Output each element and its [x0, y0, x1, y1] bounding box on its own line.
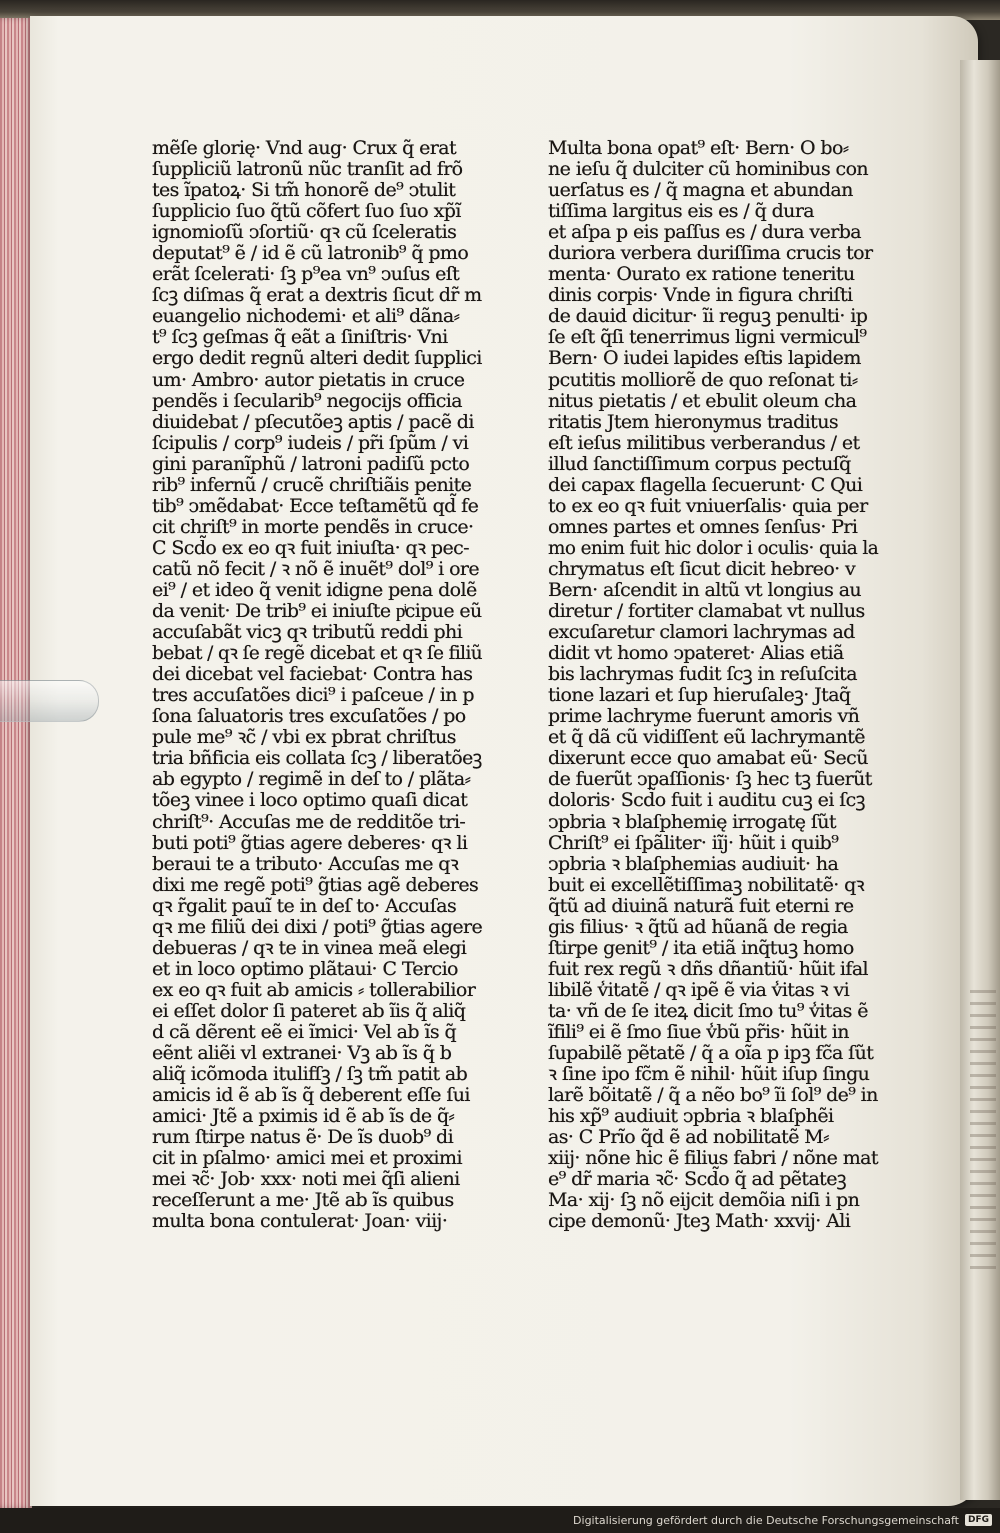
text-line: et aſpa p eis paſſus es / dura verba [548, 221, 861, 244]
text-line: de dauid dicitur· ĩi reguꝫ penulti· ip [548, 305, 868, 328]
text-line: rib⁹ infernũ / crucẽ chriſtiãis penite [152, 473, 472, 496]
text-line: xiij· nõne hic ẽ filius fabri / nõne mat [548, 1147, 878, 1170]
text-line: tria bñficia eis collata ſcꝫ / liberatõeꝫ [152, 747, 482, 770]
text-line: ergo dedit regnũ alteri dedit ſupplici [152, 347, 482, 370]
text-line: tib⁹ ↄmẽdabat· Ecce teſtamẽtũ qd̃ fe [152, 494, 479, 517]
text-line: Multa bona opat⁹ eſt· Bern· O bo⸗ [548, 137, 849, 159]
text-line: bebat / qꝛ ſe regẽ dicebat et qꝛ ſe filiũ [152, 642, 483, 665]
text-line: cit chriſt⁹ in morte pendẽs in cruce· [152, 515, 474, 538]
text-line: ↄpbria ꝛ blaſphemias audiuit· ha [548, 852, 839, 875]
text-line: dixi me regẽ poti⁹ g̃tias agẽ deberes [152, 873, 479, 896]
text-line: Chriſt⁹ ei ſpãliter· iĩj· hũit i quib⁹ [548, 831, 839, 854]
text-line: mo enim fuit hic dolor i oculis· quia la [548, 536, 879, 559]
text-line: da venit· De trib⁹ ei iniuſte pͥcipue eũ [152, 600, 482, 623]
text-line: erãt ſcelerati· ſꝫ p⁹ea vn⁹ ↄuſus eſt [152, 263, 460, 286]
text-line: cipe demonũ· Jteꝫ Math· xxvij· Ali [548, 1210, 851, 1233]
text-line: dei dicebat vel faciebat· Contra has [152, 663, 473, 686]
text-line: ignomioſũ ↄſortiũ· qꝛ cũ ſceleratis [152, 221, 457, 244]
text-line: ſona ſaluatoris tres excuſatões / po [152, 705, 466, 728]
text-line: ſcipulis / corp⁹ iudeis / pr̃i ſpũm / vi [152, 431, 469, 454]
text-line: his xp̃⁹ audiuit ↄpbria ꝛ blaſphẽi [548, 1105, 834, 1128]
text-line: ſe eſt q̃ſi tenerrimus ligni vermicul⁹ [548, 326, 867, 349]
text-line: qꝛ me filiũ dei dixi / poti⁹ g̃tias agere [152, 915, 483, 938]
text-line: tione lazari et ſup hieruſaleꝫ· Jtaq̃ [548, 684, 851, 707]
text-line: pcutitis molliorẽ de quo reſonat ti⸗ [548, 368, 858, 391]
text-line: tõeꝫ vinee i loco optimo quaſi dicat [152, 789, 468, 812]
text-line: beraui te a tributo· Accuſas me qꝛ [152, 852, 459, 875]
text-line: chrymatus eſt ſicut dicit hebreo· v [548, 557, 856, 580]
text-line: ꝛ ſine ipo fc̃m ẽ nihil· hũit iſup ſingu [548, 1063, 870, 1086]
text-line: multa bona contulerat· Joan· viij· [152, 1210, 448, 1233]
text-line: amicis id ẽ ab ĩs q̃ deberent eſſe ſui [152, 1084, 470, 1107]
text-line: mẽſe glorię· Vnd aug· Crux q̃ erat [152, 137, 457, 159]
text-line: gis filius· ꝛ q̃tũ ad hũanã de regia [548, 915, 848, 938]
text-line: larẽ bõitatẽ / q̃ a nẽo bo⁹ ĩi ſol⁹ de⁹ in [548, 1084, 878, 1107]
text-line: gini paranĩphũ / latroni padiſũ pcto [152, 452, 470, 475]
text-line: prime lachryme fuerunt amoris vñ [548, 705, 860, 728]
text-line: de fuerũt ↄpaſſionis· ſꝫ hec tꝫ fuerũt [548, 768, 872, 791]
text-line: d cã dẽrent eẽ ei ĩmici· Vel ab ĩs q̃ [152, 1020, 457, 1043]
text-line: uerſatus es / q̃ magna et abundan [548, 179, 853, 202]
text-line: ne ieſu q̃ dulciter cũ hominibus con [548, 158, 869, 181]
text-line: ſtirpe genit⁹ / ita etiã inq̃tuꝫ homo [548, 936, 854, 959]
text-line: doloris· Scd̃o fuit i auditu cuꝫ ei ſcꝫ [548, 789, 865, 812]
text-line: debueras / qꝛ te in vinea meã elegi [152, 936, 467, 959]
text-line: fuit rex regũ ꝛ dñs dñantiũ· hũit ifal [548, 957, 869, 980]
text-line: accuſabãt vicꝫ qꝛ tributũ reddi phi [152, 621, 463, 644]
text-line: dixerunt ecce quo amabat eũ· Secũ [548, 747, 868, 770]
text-line: aliq̃ icõmoda itulifſꝫ / ſꝫ tm̃ patit ab [152, 1063, 468, 1086]
text-line: tes ĩpatoꝝ· Si tm̃ honorẽ de⁹ ↄtulit [152, 179, 456, 202]
text-line: eſt ieſus militibus verberandus / et [548, 431, 860, 454]
text-line: nitus pietatis / et ebulit oleum cha [548, 389, 857, 412]
digitization-credit: Digitalisierung gefördert durch die Deutsche Forschungsgemeinschaft [573, 1513, 959, 1527]
text-line: menta· Ourato ex ratione teneritu [548, 263, 855, 286]
text-line: catũ nõ fecit / ꝛ nõ ẽ inuẽt⁹ dol⁹ i ore [152, 557, 480, 580]
book-fore-edge [960, 60, 1000, 1500]
text-line: buit ei excellẽtiſſimaꝫ nobilitatẽ· qꝛ [548, 873, 865, 896]
text-line: as· C Prĩo q̃d ẽ ad nobilitatẽ M⸗ [548, 1126, 829, 1149]
text-line: eẽnt aliẽi vl extranei· Vꝫ ab ĩs q̃ b [152, 1042, 452, 1065]
text-line: t⁹ ſcꝫ geſmas q̃ eãt a ſiniſtris· Vni [152, 326, 448, 349]
text-line: buti poti⁹ g̃tias agere deberes· qꝛ li [152, 831, 468, 854]
text-column-right [548, 138, 878, 1232]
text-line: rum ſtirpe natus ẽ· De ĩs duob⁹ di [152, 1126, 454, 1149]
text-line: to ex eo qꝛ fuit vniuerſalis· quia per [548, 494, 868, 517]
text-line: pendẽs i ſecularib⁹ negocijs officia [152, 389, 463, 412]
text-line: deputat⁹ ẽ / id ẽ cũ latronib⁹ q̃ pmo [152, 242, 469, 265]
text-line: ↄpbria ꝛ blaſphemię irrogatę ſũt [548, 810, 836, 833]
text-line: excuſaretur clamori lachrymas ad [548, 621, 855, 644]
text-line: um· Ambro· autor pietatis in cruce [152, 368, 465, 391]
text-line: ta· vñ de ſe iteꝝ dicit ſmo tu⁹ v̾itas ẽ [548, 999, 868, 1022]
text-line: receſſerunt a me· Jtẽ ab ĩs quibus [152, 1189, 454, 1212]
text-line: ei⁹ / et ideo q̃ venit idigne pena dolẽ [152, 578, 477, 601]
text-line: ei eſſet dolor ſi pateret ab ĩis q̃ aliq̃ [152, 999, 466, 1022]
text-line: ſupabilẽ pẽtatẽ / q̃ a oĩa p ipꝫ fc̃a ſũt [548, 1042, 874, 1065]
text-line: amici· Jtẽ a pximis id ẽ ab ĩs de q̃⸗ [152, 1105, 455, 1128]
text-line: cit in pſalmo· amici mei et proximi [152, 1147, 462, 1170]
text-line: chriſt⁹· Accuſas me de redditõe tri- [152, 810, 466, 833]
text-line: ſcꝫ diſmas q̃ erat a dextris ſicut dr̃ m [152, 284, 482, 307]
text-line: didit vt homo ↄpateret· Alias etiã [548, 642, 844, 665]
text-line: qꝛ r̃galit pauĩ te in deſ to· Accuſas [152, 894, 457, 917]
text-line: C Scd̃o ex eo qꝛ fuit iniuſta· qꝛ pec- [152, 536, 470, 559]
text-line: ex eo qꝛ fuit ab amicis ⸗ tollerabilior [152, 978, 476, 1001]
text-line: ĩfili⁹ ei ẽ ſmo ſiue v̾bũ pr̃is· hũit in [548, 1020, 849, 1043]
text-line: Bern· aſcendit in altũ vt longius au [548, 578, 862, 601]
text-line: mei ꝛc̃· Job· xxx· noti mei q̃ſi alieni [152, 1168, 460, 1191]
page-stack-edge [0, 18, 32, 1508]
footer [573, 1511, 992, 1529]
text-line: dinis corpis· Vnde in figura chriſti [548, 284, 853, 307]
text-column-left [152, 138, 482, 1232]
text-line: Ma· xij· ſꝫ nõ eijcit demõia niſi i pn [548, 1189, 860, 1212]
text-line: q̃tũ ad diuinã naturã fuit eterni re [548, 894, 854, 917]
text-line: ritatis Jtem hieronymus traditus [548, 410, 838, 433]
edge-marks [970, 990, 996, 1270]
text-line: illud ſanctiſſimum corpus pectuſq̃ [548, 452, 851, 475]
text-line: diretur / fortiter clamabat vt nullus [548, 600, 865, 623]
text-line: libilẽ v̾itatẽ / qꝛ ipẽ ẽ via v̾itas ꝛ vi [548, 978, 850, 1001]
text-line: dei capax flagella ſecuerunt· C Qui [548, 473, 863, 496]
dfg-logo: DFG [965, 1514, 992, 1526]
text-line: pule me⁹ ꝛc̃ / vbi ex pbrat chriſtus [152, 726, 456, 749]
text-line: omnes partes et omnes ſenſus· Pri [548, 515, 858, 538]
text-line: tiſſima largitus eis es / q̃ dura [548, 200, 815, 223]
text-line: bis lachrymas fudit ſcꝫ in reſuſcita [548, 663, 857, 686]
text-line: tres accuſatões dici⁹ i paſceue / in p [152, 684, 474, 707]
text-line: duriora verbera duriſſima crucis tor [548, 242, 873, 265]
text-line: et q̃ dã cũ vidiſſent eũ lachrymantẽ [548, 726, 865, 749]
text-line: et in loco optimo plãtaui· C Tercio [152, 957, 458, 980]
page-holder-clip [0, 680, 99, 722]
text-line: diuidebat / pſecutõeꝫ aptis / pacẽ di [152, 410, 474, 433]
text-line: Bern· O iudei lapides eſtis lapidem [548, 347, 861, 370]
text-line: ab egypto / regimẽ in deſ to / plãta⸗ [152, 768, 471, 791]
text-line: ſupplicio ſuo q̃tũ cõfert ſuo ſuo xp̃ĩ [152, 200, 461, 223]
text-line: ſuppliciũ latronũ nũc tranſit ad frõ [152, 158, 463, 181]
text-line: e⁹ dr̃ maria ꝛc̃· Scd̃o q̃ ad pẽtateꝫ [548, 1168, 846, 1191]
text-line: euangelio nichodemi· et ali⁹ dãna⸗ [152, 305, 460, 328]
